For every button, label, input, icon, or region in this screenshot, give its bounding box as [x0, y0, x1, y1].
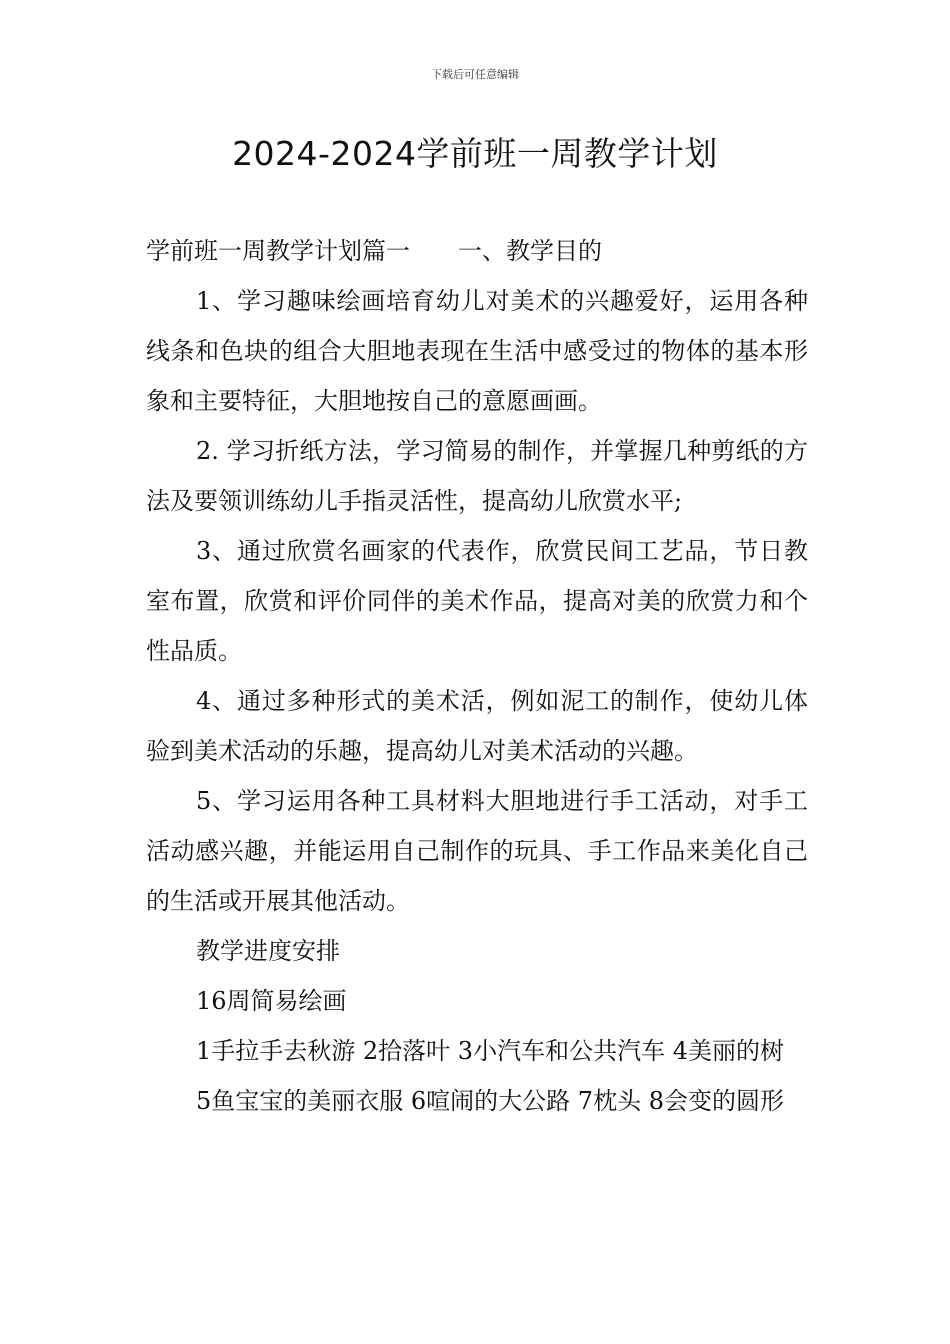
schedule-line-1: 1手拉手去秋游 2拾落叶 3小汽车和公共汽车 4美丽的树 [196, 1037, 784, 1065]
document-body [146, 226, 808, 1126]
goal-paragraph-4: 4、通过多种形式的美术活，例如泥工的制作，使幼儿体验到美术活动的乐趣，提高幼儿对美术活动的兴趣。 [146, 687, 808, 765]
goal-paragraph-5: 5、学习运用各种工具材料大胆地进行手工活动，对手工活动感兴趣，并能运用自己制作的玩具、手工作品来美化自己的生活或开展其他活动。 [146, 787, 808, 915]
schedule-line-2: 5鱼宝宝的美丽衣服 6喧闹的大公路 7枕头 8会变的圆形 [196, 1087, 784, 1115]
schedule-heading: 教学进度安排 [196, 937, 340, 965]
subtitle: 学前班一周教学计划篇一 [146, 237, 410, 265]
schedule-unit: 16周简易绘画 [196, 987, 347, 1015]
goal-paragraph-1: 1、学习趣味绘画培育幼儿对美术的兴趣爱好，运用各种线条和色块的组合大胆地表现在生活中感受过的物体的基本形象和主要特征，大胆地按自己的意愿画画。 [146, 287, 808, 415]
header-note: 下载后可任意编辑 [431, 68, 519, 81]
intro-line [146, 226, 808, 276]
goal-paragraph-2: 2. 学习折纸方法，学习简易的制作，并掌握几种剪纸的方法及要领训练幼儿手指灵活性，提高幼儿欣赏水平; [146, 437, 808, 515]
goal-paragraph-3: 3、通过欣赏名画家的代表作，欣赏民间工艺品，节日教室布置，欣赏和评价同伴的美术作品，提高对美的欣赏力和个性品质。 [146, 537, 808, 665]
page-title: 2024-2024学前班一周教学计划 [232, 134, 718, 173]
section-heading: 一、教学目的 [458, 237, 602, 265]
